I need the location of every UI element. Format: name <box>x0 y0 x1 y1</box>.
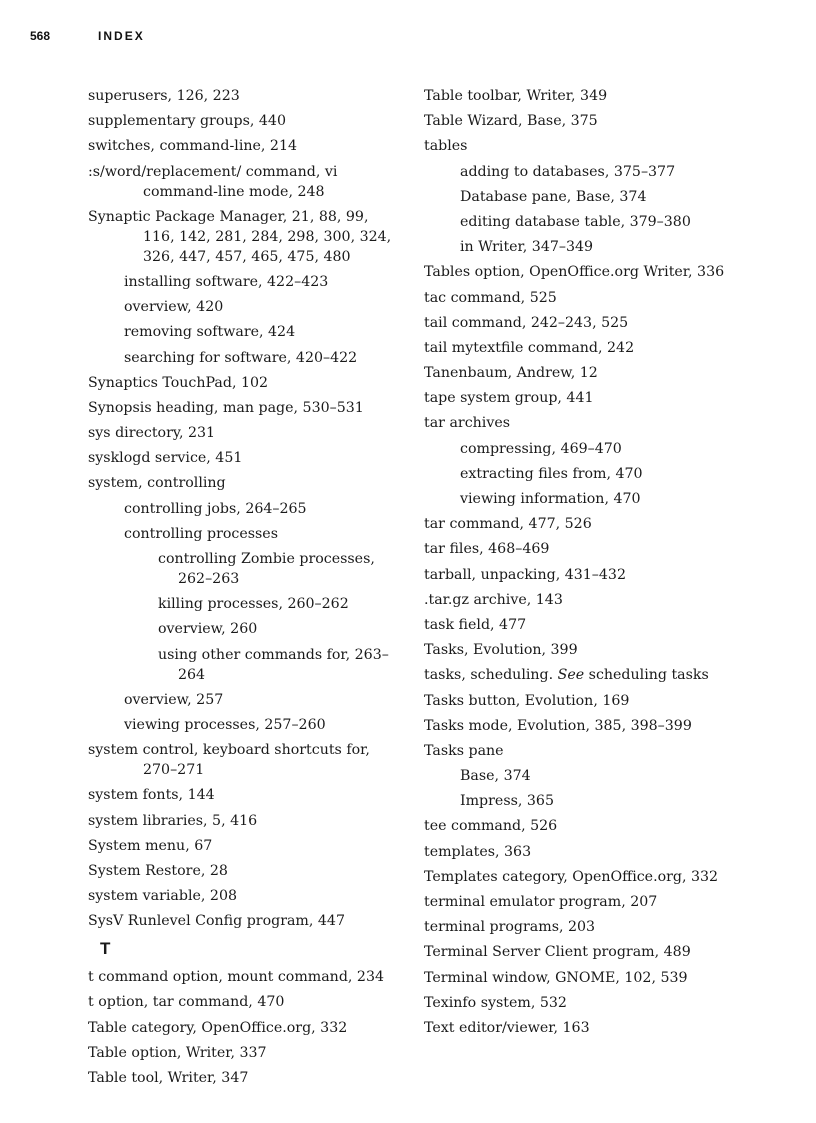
entry-text: .tar.gz archive, 143 <box>424 591 563 608</box>
index-entry <box>424 867 734 887</box>
entry-text: tail mytextfile command, 242 <box>424 339 635 356</box>
entry-text: Table tool, Writer, 347 <box>88 1070 249 1086</box>
entry-text: t option, tar command, 470 <box>88 994 285 1011</box>
entry-text: Table Wizard, Base, 375 <box>424 113 598 130</box>
index-entry <box>88 836 398 856</box>
index-entry <box>88 740 398 780</box>
entry-text: controlling jobs, 264–265 <box>124 500 307 517</box>
entry-text: Synaptics TouchPad, 102 <box>88 374 269 391</box>
entry-text: editing database table, 379–380 <box>460 213 691 230</box>
index-entry <box>88 785 398 805</box>
entry-text: system libraries, 5, 416 <box>88 812 258 829</box>
entry-text: installing software, 422–423 <box>124 273 329 290</box>
running-head <box>30 27 145 45</box>
entry-text: Database pane, Base, 374 <box>460 188 647 205</box>
entry-text: Tasks button, Evolution, 169 <box>424 692 630 709</box>
entry-text: viewing processes, 257–260 <box>124 716 326 733</box>
index-entry <box>424 338 734 358</box>
entry-text: system variable, 208 <box>88 888 238 905</box>
entry-text: t command option, mount command, 234 <box>88 969 385 986</box>
index-subentry <box>424 162 734 182</box>
index-entry <box>424 892 734 912</box>
entry-text: system control, keyboard shortcuts for, 270–271 <box>88 742 370 779</box>
index-entry <box>88 1043 398 1063</box>
entry-text: tail command, 242–243, 525 <box>424 314 629 331</box>
index-entry <box>424 363 734 383</box>
index-entry <box>88 423 398 443</box>
entry-text: controlling processes <box>124 525 278 542</box>
entry-text: supplementary groups, 440 <box>88 113 286 130</box>
entry-text: removing software, 424 <box>124 324 296 341</box>
index-subentry <box>88 499 398 519</box>
index-entry <box>424 111 734 131</box>
entry-text: Tanenbaum, Andrew, 12 <box>424 365 598 382</box>
section-title: INDEX <box>98 29 145 43</box>
index-entry <box>424 514 734 534</box>
entry-text: viewing information, 470 <box>460 491 641 507</box>
entry-text: Tasks mode, Evolution, 385, 398–399 <box>424 717 692 734</box>
entry-text: Synopsis heading, man page, 530–531 <box>88 399 364 416</box>
entry-text: Tasks pane <box>424 742 504 759</box>
entry-text: Terminal Server Client program, 489 <box>424 944 691 961</box>
entry-text: tar archives <box>424 415 511 432</box>
entry-text: tasks, scheduling. <box>424 667 554 684</box>
index-subentry <box>88 297 398 317</box>
index-subentry <box>88 619 398 639</box>
index-subentry <box>88 322 398 342</box>
see-reference: See <box>557 667 585 684</box>
entry-text: tar files, 468–469 <box>424 541 550 558</box>
index-entry <box>88 967 398 987</box>
entry-text: terminal emulator program, 207 <box>424 894 658 910</box>
index-entry <box>88 162 398 202</box>
index-entry <box>424 816 734 836</box>
index-subentry <box>424 489 734 509</box>
index-entry <box>424 388 734 408</box>
index-column-right <box>424 86 734 1043</box>
index-subentry <box>88 715 398 735</box>
index-entry <box>88 373 398 393</box>
index-entry <box>424 968 734 988</box>
entry-text: searching for software, 420–422 <box>124 349 358 366</box>
index-subentry <box>88 645 398 685</box>
index-entry <box>424 413 734 433</box>
index-entry <box>424 640 734 660</box>
entry-text: Terminal window, GNOME, 102, 539 <box>424 969 688 986</box>
index-entry <box>424 565 734 585</box>
index-subentry <box>424 439 734 459</box>
page-number: 568 <box>30 29 51 43</box>
index-subentry <box>88 549 398 589</box>
index-entry <box>424 262 734 282</box>
entry-text: sys directory, 231 <box>88 425 216 442</box>
entry-text: Tasks, Evolution, 399 <box>424 642 578 659</box>
index-entry <box>88 111 398 131</box>
index-entry <box>88 811 398 831</box>
index-entry <box>88 136 398 156</box>
letter-heading: T <box>100 939 111 959</box>
entry-text: system fonts, 144 <box>88 787 215 804</box>
index-subentry <box>424 464 734 484</box>
index-subentry <box>88 272 398 292</box>
entry-text: Table category, OpenOffice.org, 332 <box>88 1019 348 1036</box>
index-subentry <box>424 766 734 786</box>
entry-text: tape system group, 441 <box>424 390 594 407</box>
entry-text: tarball, unpacking, 431–432 <box>424 566 626 583</box>
index-entry <box>424 993 734 1013</box>
index-entry <box>424 1018 734 1038</box>
index-subentry <box>424 791 734 811</box>
entry-text: Templates category, OpenOffice.org, 332 <box>424 868 719 885</box>
entry-text: Tables option, OpenOffice.org Writer, 336 <box>424 264 725 281</box>
entry-text: Table option, Writer, 337 <box>88 1044 267 1061</box>
entry-text: using other commands for, 263–264 <box>158 646 389 683</box>
see-target: scheduling tasks <box>588 667 709 684</box>
index-entry <box>424 86 734 106</box>
entry-text: task field, 477 <box>424 616 527 633</box>
index-entry <box>424 539 734 559</box>
entry-text: sysklogd service, 451 <box>88 450 243 467</box>
index-subentry <box>88 594 398 614</box>
index-subentry <box>424 237 734 257</box>
index-entry <box>424 590 734 610</box>
index-entry <box>88 886 398 906</box>
index-entry <box>88 473 398 493</box>
entry-text: tar command, 477, 526 <box>424 516 592 533</box>
index-entry <box>424 313 734 333</box>
index-entry <box>424 917 734 937</box>
index-entry <box>88 448 398 468</box>
index-entry <box>424 691 734 711</box>
entry-text: adding to databases, 375–377 <box>460 163 676 180</box>
entry-text: switches, command-line, 214 <box>88 138 298 155</box>
entry-text: system, controlling <box>88 475 226 492</box>
entry-text: in Writer, 347–349 <box>460 239 594 256</box>
index-entry <box>424 741 734 761</box>
index-entry <box>88 1018 398 1038</box>
index-entry <box>424 615 734 635</box>
entry-text: System menu, 67 <box>88 837 213 854</box>
index-entry <box>88 992 398 1012</box>
entry-text: Table toolbar, Writer, 349 <box>424 88 608 104</box>
index-entry <box>424 665 734 685</box>
entry-text: terminal programs, 203 <box>424 919 596 936</box>
entry-text: templates, 363 <box>424 843 532 860</box>
index-entry <box>88 86 398 106</box>
index-entry <box>424 136 734 156</box>
index-column-left <box>88 86 398 1093</box>
entry-text: superusers, 126, 223 <box>88 88 240 104</box>
index-entry <box>88 861 398 881</box>
index-entry <box>88 207 398 267</box>
index-entry <box>424 288 734 308</box>
entry-text: extracting files from, 470 <box>460 465 643 482</box>
entry-text: Impress, 365 <box>460 793 554 810</box>
entry-text: compressing, 469–470 <box>460 440 622 457</box>
entry-text: tee command, 526 <box>424 818 558 835</box>
entry-text: overview, 420 <box>124 299 224 316</box>
entry-text: SysV Runlevel Config program, 447 <box>88 913 345 930</box>
entry-text: :s/word/replacement/ command, vi command-line mode, 248 <box>88 163 338 200</box>
index-entry <box>424 942 734 962</box>
index-entry <box>88 398 398 418</box>
entry-text: Base, 374 <box>460 768 531 785</box>
entry-text: Texinfo system, 532 <box>424 994 567 1011</box>
entry-text: Synaptic Package Manager, 21, 88, 99, 116, 142, 281, 284, 298, 300, 324, 326, 447, 457, 465, 475, 480 <box>88 208 392 265</box>
entry-text: overview, 257 <box>124 691 224 708</box>
index-entry <box>424 716 734 736</box>
index-subentry <box>88 348 398 368</box>
entry-text: controlling Zombie processes, 262–263 <box>158 551 375 587</box>
index-subentry <box>88 524 398 544</box>
entry-text: Text editor/viewer, 163 <box>424 1019 590 1036</box>
index-subentry <box>424 187 734 207</box>
index-entry <box>88 911 398 931</box>
index-entry <box>88 1068 398 1088</box>
entry-text: System Restore, 28 <box>88 862 228 879</box>
entry-text: overview, 260 <box>158 621 258 638</box>
index-subentry <box>424 212 734 232</box>
entry-text: tables <box>424 138 468 155</box>
index-subentry <box>88 690 398 710</box>
entry-text: killing processes, 260–262 <box>158 596 349 613</box>
entry-text: tac command, 525 <box>424 289 557 306</box>
index-entry <box>424 842 734 862</box>
